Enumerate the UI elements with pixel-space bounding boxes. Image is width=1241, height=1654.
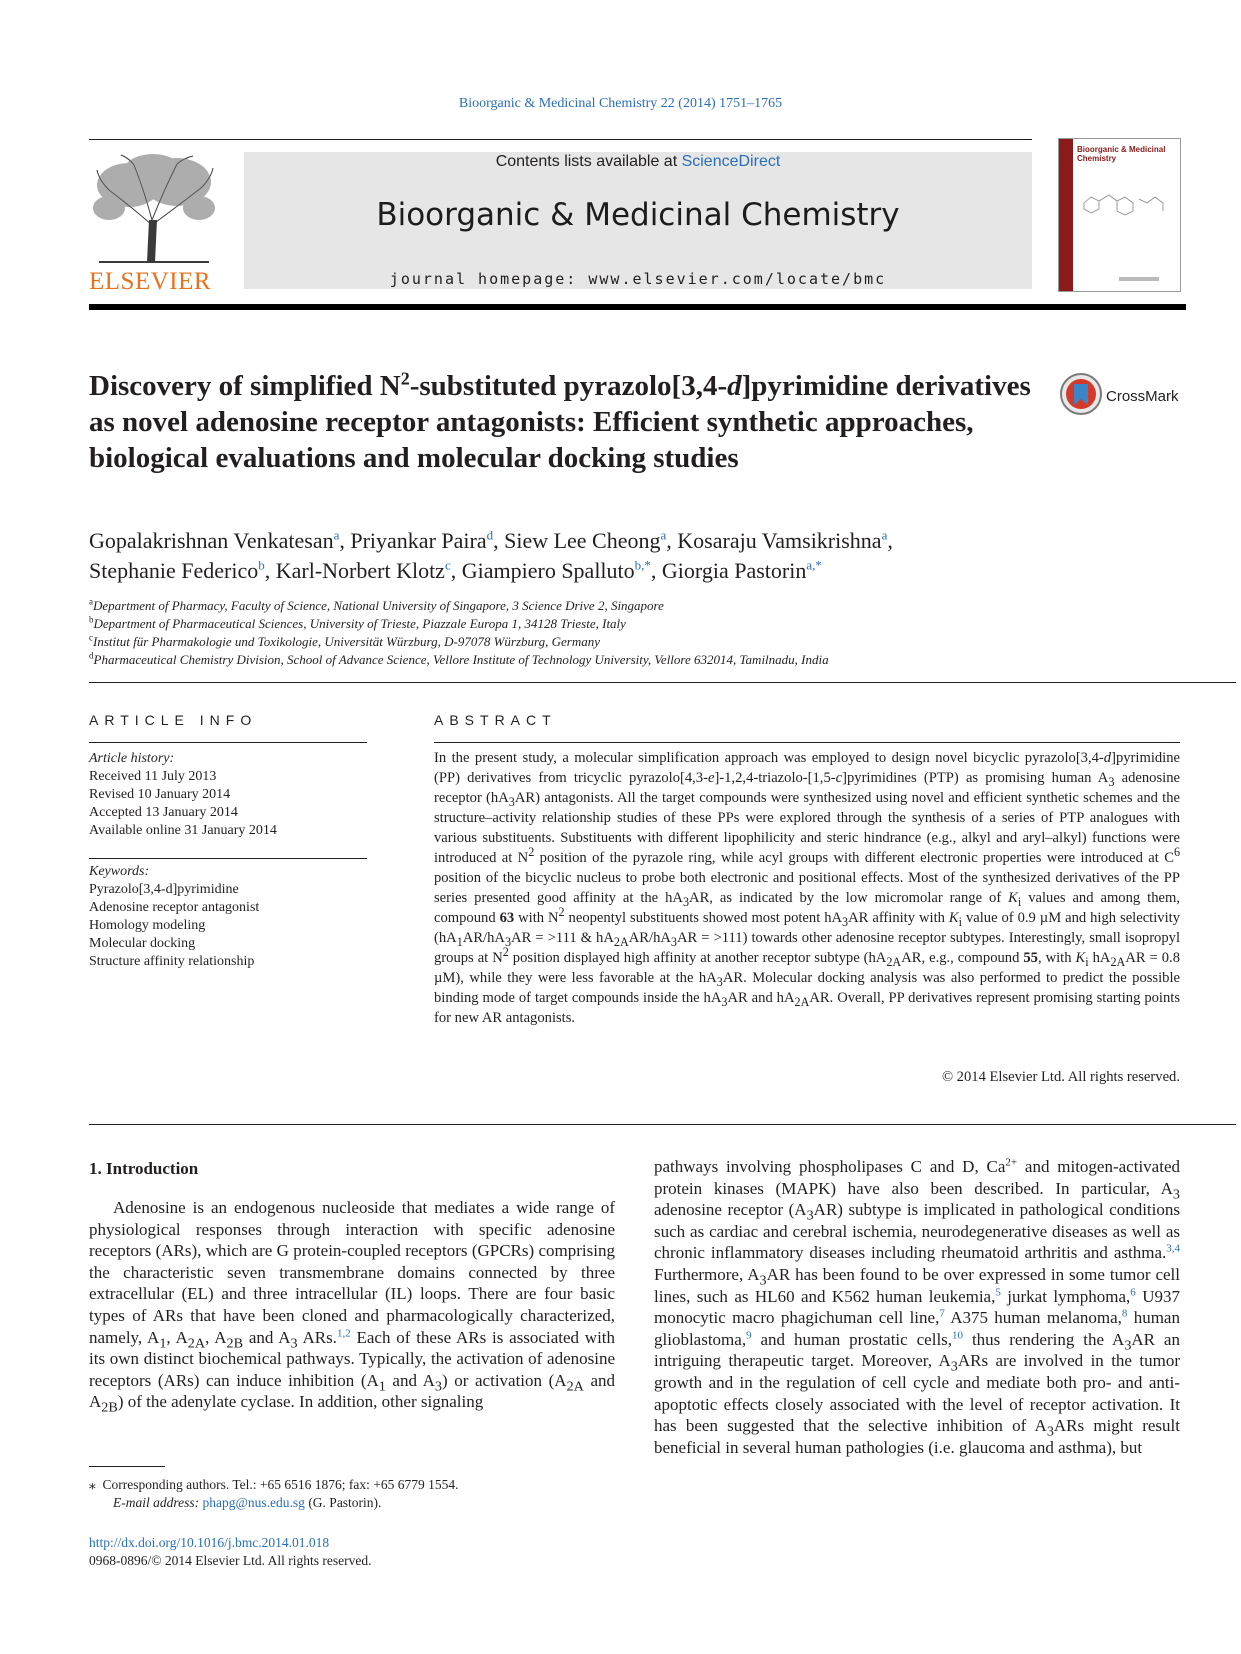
body-run: ) of the adenylate cyclase. In addition, other signaling [117,1392,484,1412]
doi-link[interactable] [89,1534,329,1552]
author[interactable]: Karl-Norbert Klotz [275,558,445,583]
cover-molecule-icon [1079,183,1171,223]
abstract-italic: K [1075,950,1086,966]
author-affiliation-mark[interactable]: d [486,527,494,543]
history-revised: Revised 10 January 2014 [89,787,231,802]
subscript: 2A [886,954,902,969]
email-link[interactable]: phapg@nus.edu.sg [202,1495,305,1510]
title-part: Discovery of simplified N [89,370,401,402]
footnote-star: ⁎ [89,1477,96,1492]
abstract-run: position of the pyrazole ring, while acyl groups with different electronic properties were introduced at C [534,850,1174,866]
author[interactable]: Stephanie Federico [89,558,259,583]
email-label: E-mail address: [113,1495,203,1510]
abstract-run: position displayed high affinity at another receptor subtype (hA [508,950,887,966]
author-affiliation-mark[interactable]: b [258,557,265,573]
body-run: and A [89,1370,616,1412]
cover-publisher-bar [1119,277,1159,281]
subscript: 3 [806,1207,814,1224]
abstract-run: AR, e.g., compound [901,950,1024,966]
article-info-rule [89,742,367,743]
body-run: U937 monocytic macro phagichuman cell line, [654,1286,1180,1328]
keyword: Adenosine receptor antagonist [89,900,260,915]
history-accepted: Accepted 13 January 2014 [89,805,238,820]
abstract-run: ]pyrimidines (PTP) as promising human A [842,770,1109,786]
doi-text[interactable]: http://dx.doi.org/10.1016/j.bmc.2014.01.018 [89,1535,330,1550]
subscript: i [1017,894,1022,909]
reference-link[interactable]: 1,2 [336,1326,351,1339]
crossmark-label[interactable]: CrossMark [1106,388,1179,405]
author[interactable]: Kosaraju Vamsikrishna [677,528,882,553]
superscript: 2 [558,905,565,920]
author[interactable]: Giorgia Pastorin [661,558,807,583]
subscript: 3 [1124,1337,1132,1354]
reference-link[interactable]: 3,4 [1166,1242,1180,1255]
journal-citation[interactable]: Bioorganic & Medicinal Chemistry 22 (2014) 1751–1765 [458,96,783,111]
body-run: adenosine receptor (A [654,1200,807,1220]
history-label: Article history: [89,751,175,766]
reference-link[interactable]: 5 [995,1285,1001,1298]
abstract-bottom-rule [89,1124,1236,1125]
abstract-run: , with [1037,950,1076,966]
body-run: , A [205,1327,227,1347]
abstract-italic: d [1103,750,1112,766]
subscript: 3 [290,1334,298,1351]
subscript: 1 [456,934,463,949]
contents-prefix: Contents lists available at [495,153,682,170]
author[interactable]: Gopalakrishnan Venkatesan [89,528,334,553]
body-run: pathways involving phospholipases C and D, Ca [654,1157,1006,1176]
body-run: Adenosine is an endogenous nucleoside that mediates a wide range of physiological responses through interaction with specific adenosine receptors (ARs), which are G protein-coupled receptors (GPCRs) comprising the characteristic seven transmembrane domains connected by three extracellular (EL) and three intracellular (IL) loops. There are four basic types of ARs that have been cloned and pharmacologically characterized, namely, A [89,1198,615,1347]
author-affiliation-mark[interactable]: c [444,557,451,573]
elsevier-tree-logo [89,150,219,265]
abstract-run: hA [1088,950,1111,966]
body-run: AR has been found to be over expressed in some tumor cell lines, such as HL60 and K562 human leukemia, [654,1264,1180,1306]
affiliation-key: d [89,650,94,661]
history-received: Received 11 July 2013 [89,769,217,784]
affiliation-d [89,652,1189,668]
sciencedirect-link[interactable]: ScienceDirect [681,153,781,170]
body-run: and mitogen-activated protein kinases (MAPK) have also been described. In particular, A [654,1157,1180,1198]
abstract-run: AR) antagonists. All the target compounds were synthesized using novel and efficient synthetic schemes and the structure–activity relationship studies of these PPs were explored through the synthesis of a series of PTP analogues with various substituents. Substituents with different lipophilicity and steric hindrance (e.g., alkyl and aryl–alkyl) functions were introduced at N [434,790,1180,866]
article-history [89,750,369,840]
keyword: Homology modeling [89,918,206,933]
affiliation-key: a [89,596,93,607]
footnote [89,1476,615,1512]
contents-available [244,153,1032,171]
keyword: Structure affinity relationship [89,954,255,969]
body-run: thus rendering the A [963,1329,1125,1349]
subscript: 3 [721,994,728,1009]
author-list [89,526,1189,586]
author-separator: , [650,558,662,583]
abstract-text [434,748,1180,1028]
abstract-run: AR and hA [727,990,795,1006]
subscript: 3 [950,1358,958,1375]
intro-left-column [89,1197,616,1416]
keywords-label: Keywords: [89,864,150,879]
abstract-italic: K [948,910,959,926]
title-part: -substituted pyrazolo[3,4- [409,370,728,402]
affiliation-key: c [89,632,93,643]
reference-link[interactable]: 7 [939,1307,945,1320]
subscript: 3 [504,934,512,949]
affiliation-key: b [89,614,94,625]
abstract-run: AR = >111 & hA [511,930,614,946]
superscript: 2+ [1005,1156,1018,1169]
author-affiliation-mark[interactable]: b,* [634,557,651,573]
history-online: Available online 31 January 2014 [89,823,277,838]
author[interactable]: Giampiero Spalluto [461,558,635,583]
affiliation-text: Institut für Pharmakologie und Toxikologie, Universität Würzburg, D-97078 Würzburg, Germany [93,634,600,649]
body-run: Each of these ARs is associated with its own distinct biochemical pathways. Typically, the activation of adenosine receptors (ARs) can induce inhibition (A [89,1327,616,1390]
email-suffix: (G. Pastorin). [304,1495,382,1510]
author[interactable]: Siew Lee Cheong [504,528,661,553]
abstract-run: AR, as indicated by the low micromolar range of [689,890,1009,906]
author-affiliation-mark[interactable]: a [660,527,667,543]
issn-line: 0968-0896/© 2014 Elsevier Ltd. All rights reserved. [89,1553,372,1568]
body-run: human glioblastoma, [654,1308,1180,1349]
intro-right-column [654,1156,1180,1458]
footnote-rule [89,1466,165,1467]
corresponding-authors: Corresponding authors. Tel.: +65 6516 1876; fax: +65 6779 1554. [102,1477,459,1492]
subscript: 3 [508,794,515,809]
subscript: i [958,914,962,929]
subscript: 3 [759,1272,767,1289]
author-separator: , [493,528,505,553]
body-run: ARs might result beneficial in several human pathologies (i.e. glaucoma and asthma), but [654,1416,1180,1457]
abstract-run: value of 0.9 µM and high selectivity (hA [434,910,1180,946]
abstract-rule [434,742,1180,743]
subscript: 1 [159,1334,167,1351]
author-separator: , [666,528,678,553]
subscript: i [1085,954,1089,969]
subscript: 2A [613,934,629,949]
body-run: and A [385,1370,435,1390]
abstract-italic: c [835,770,843,786]
subscript: 2A [187,1334,206,1351]
reference-link[interactable]: 6 [1130,1285,1136,1298]
compound-number: 63 [499,910,515,926]
cover-spine [1059,139,1073,291]
subscript: 2A [1110,954,1126,969]
body-run: and A [243,1327,291,1347]
article-title [89,368,1049,476]
abstract-run: with N [514,910,559,926]
body-run: A375 human melanoma, [944,1308,1122,1328]
abstract-run: neopentyl substituents showed most potent hA [564,910,843,926]
reference-link[interactable]: 8 [1121,1307,1128,1320]
superscript: 2 [502,945,509,960]
affiliation-rule [89,682,1236,683]
keywords [89,863,369,971]
keywords-rule [89,858,367,859]
crossmark-icon[interactable] [1059,372,1103,416]
keyword: Pyrazolo[3,4-d]pyrimidine [89,882,239,897]
journal-cover-thumbnail[interactable] [1058,138,1181,292]
article-info-heading: ARTICLE INFO [89,712,258,728]
abstract-copyright: © 2014 Elsevier Ltd. All rights reserved. [941,1069,1180,1085]
author-affiliation-mark[interactable]: a,* [806,557,822,573]
subscript: 1 [378,1378,386,1395]
abstract-run: In the present study, a molecular simplification approach was employed to design novel bicyclic pyrazolo[3,4- [434,750,1104,766]
affiliation-a [89,598,1189,614]
abstract-run: AR = >111) towards other adenosine receptor subtypes. Interestingly, small isopropyl groups at N [434,930,1180,966]
title-italic: d [727,370,742,402]
compound-number: 55 [1023,950,1038,966]
author-separator: , [339,528,351,553]
body-run: , A [166,1327,188,1347]
body-run: Furthermore, A [654,1264,760,1284]
abstract-run: AR. Overall, PP derivatives represent promising starting points for new AR antagonists. [434,990,1180,1026]
body-run: ARs are involved in the tumor growth and in the regulation of cell cycle and mediate both pro- and anti-apoptotic effects closely associated with the level of receptor activation. It has been suggested that the selective inhibition of A [654,1351,1180,1436]
body-run: AR an intriguing therapeutic target. Moreover, A [654,1329,1180,1371]
affiliation-c [89,634,1189,650]
journal-homepage[interactable]: journal homepage: www.elsevier.com/locate/bmc [389,270,887,288]
subscript: 3 [1108,774,1115,789]
abstract-run: ]pyrimidine (PP) derivatives from tricyclic pyrazolo[4,3- [434,750,1180,786]
subscript: 3 [716,974,723,989]
subscript: 2B [226,1334,244,1351]
body-run: jurkat lymphoma, [1000,1286,1131,1306]
body-run: and human prostatic cells, [751,1329,953,1349]
author-affiliation-mark[interactable]: a [881,527,888,543]
abstract-run: adenosine receptor (hA [434,770,1180,806]
abstract-run: values and among them, compound [434,890,1180,926]
abstract-heading: ABSTRACT [434,712,557,728]
abstract-run: AR. Molecular docking analysis was also performed to predict the possible binding mode of target compounds inside the hA [434,970,1180,1006]
abstract-run: AR affinity with [848,910,949,926]
abstract-italic: e [707,770,715,786]
affiliation-b [89,616,1189,632]
body-run: AR) subtype is implicated in pathological conditions such as cardiac and cerebral ischemia, neurodegenerative diseases as well as chronic inflammatory diseases including rheumatoid arthritis and asthma. [654,1200,1180,1263]
subscript: 3 [1172,1185,1180,1202]
affiliation-text: Department of Pharmaceutical Sciences, University of Trieste, Piazzale Europa 1, 34128 Trieste, Italy [93,616,626,631]
subscript: 2A [794,994,810,1009]
body-run: ) or activation (A [442,1370,567,1390]
superscript: 2 [528,845,535,860]
author-separator: , [887,528,893,553]
abstract-run: AR = 0.8 µM), while they were less favorable at the hA [434,950,1180,986]
elsevier-wordmark[interactable]: ELSEVIER [89,268,212,295]
header-top-rule [89,139,1032,140]
abstract-italic: K [1008,890,1018,906]
title-part: ]pyrimidine derivatives as novel adenosine receptor antagonists: Efficient synthetic approaches, biological evaluations and molecular docking studies [89,370,1031,474]
author-separator: , [450,558,462,583]
author[interactable]: Priyankar Paira [350,528,487,553]
author-separator: , [264,558,276,583]
header-bottom-rule [89,304,1186,310]
abstract-run: position of the bicyclic nucleus to probe both electronic and positional effects. Most of the synthesized derivatives of the PP series presented good affinity at the hA [434,870,1180,906]
title-superscript: 2 [400,368,410,389]
cover-title: Bioorganic & Medicinal Chemistry [1077,145,1166,163]
journal-name: Bioorganic & Medicinal Chemistry [376,197,900,233]
body-run: ARs. [297,1327,337,1347]
abstract-run: ]-1,2,4-triazolo-[1,5- [714,770,836,786]
reference-link[interactable]: 9 [746,1329,752,1342]
reference-link[interactable]: 10 [952,1329,964,1342]
abstract-run: AR/hA [628,930,671,946]
subscript: 3 [682,894,690,909]
superscript: 6 [1173,845,1181,860]
subscript: 3 [1046,1423,1054,1440]
subscript: 3 [842,914,849,929]
subscript: 3 [670,934,677,949]
affiliation-text: Department of Pharmacy, Faculty of Science, National University of Singapore, 3 Science Drive 2, Singapore [93,598,664,613]
subscript: 2B [101,1399,118,1416]
subscript: 3 [434,1378,442,1395]
subscript: 2A [566,1378,584,1395]
intro-heading: 1. Introduction [89,1159,199,1178]
affiliation-text: Pharmaceutical Chemistry Division, School of Advance Science, Vellore Institute of Technology University, Vellore 632014, Tamilnadu, India [93,652,829,667]
abstract-run: AR/hA [462,930,505,946]
keyword: Molecular docking [89,936,196,951]
author-affiliation-mark[interactable]: a [333,527,340,543]
